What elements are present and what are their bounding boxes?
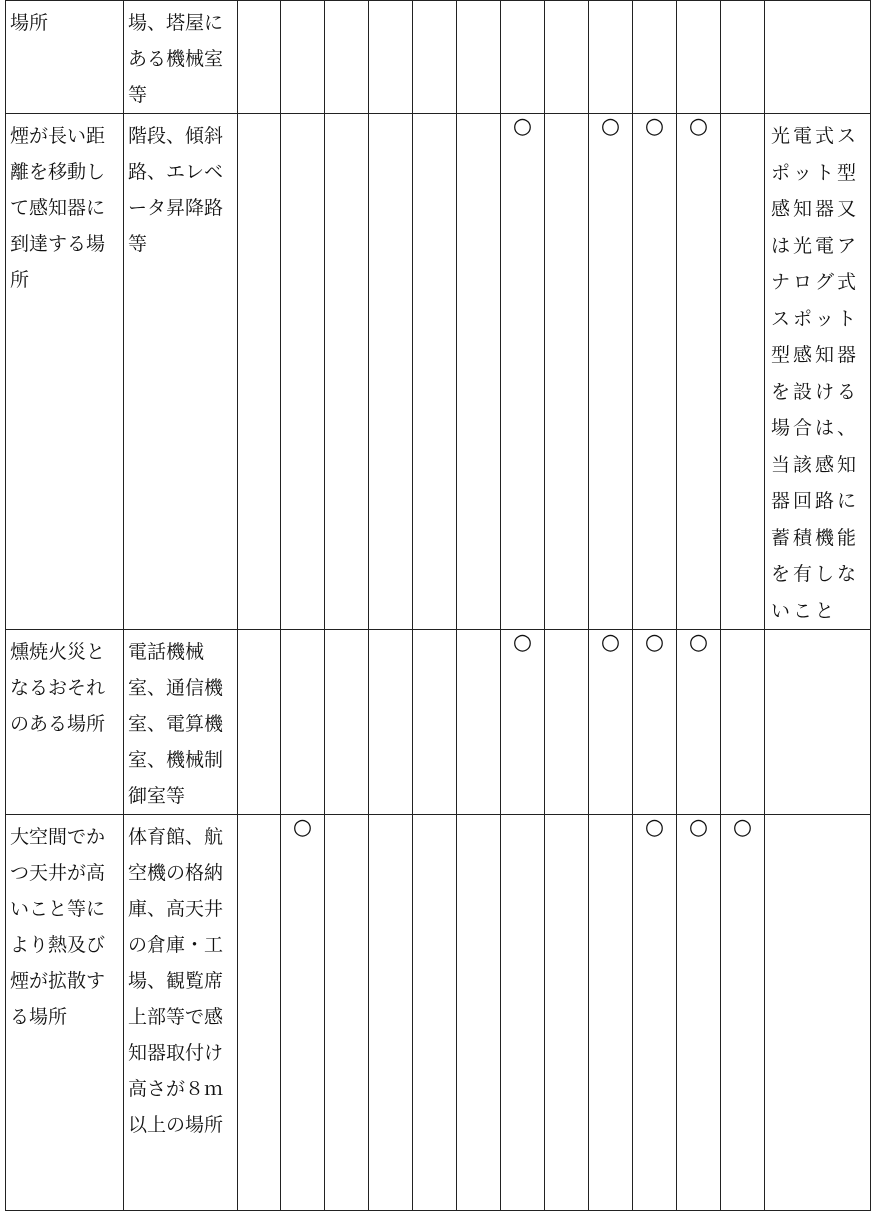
mark-cell: ○: [677, 630, 721, 815]
mark-cell: [281, 630, 325, 815]
mark-cell: [413, 114, 457, 630]
mark-cell: ○: [721, 815, 765, 1211]
mark-cell: [325, 1, 369, 114]
table-body: [6, 1, 871, 1211]
mark-cell: [457, 815, 501, 1211]
mark-cell: [589, 1, 633, 114]
mark-cell: ○: [501, 630, 545, 815]
mark-cell: ○: [633, 630, 677, 815]
mark-cell: [325, 815, 369, 1211]
remark-cell: [765, 1, 871, 114]
mark-cell: [369, 1, 413, 114]
mark-cell: [545, 630, 589, 815]
mark-cell: [545, 114, 589, 630]
mark-cell: [457, 630, 501, 815]
mark-cell: [413, 630, 457, 815]
place-cell: 煙が長い距離を移動して感知器に到達する場所: [6, 114, 124, 630]
mark-cell: [677, 1, 721, 114]
mark-cell: ○: [281, 815, 325, 1211]
mark-cell: [369, 630, 413, 815]
mark-cell: [545, 1, 589, 114]
mark-cell: [589, 815, 633, 1211]
mark-cell: [281, 1, 325, 114]
mark-cell: [721, 1, 765, 114]
remark-cell: 光電式スポット型感知器又は光電アナログ式スポット型感知器を設ける場合は、当該感知器回路に蓄積機能を有しないこと: [765, 114, 871, 630]
example-cell: 体育館、航空機の格納庫、高天井の倉庫・工場、観覧席上部等で感知器取付け高さが８ｍ以上の場所: [124, 815, 238, 1211]
remark-cell: [765, 815, 871, 1211]
mark-cell: [281, 114, 325, 630]
mark-cell: ○: [589, 630, 633, 815]
mark-cell: [457, 114, 501, 630]
place-cell: 燻焼火災となるおそれのある場所: [6, 630, 124, 815]
mark-cell: ○: [633, 114, 677, 630]
mark-cell: [238, 815, 281, 1211]
mark-cell: ○: [677, 815, 721, 1211]
mark-cell: [325, 630, 369, 815]
mark-cell: [413, 815, 457, 1211]
mark-cell: [545, 815, 589, 1211]
example-cell: 階段、傾斜路、エレベータ昇降路等: [124, 114, 238, 630]
table-row: [6, 1, 871, 114]
table-row: [6, 630, 871, 815]
example-cell: 場、塔屋にある機械室等: [124, 1, 238, 114]
table-row: [6, 114, 871, 630]
mark-cell: [325, 114, 369, 630]
mark-cell: ○: [501, 114, 545, 630]
mark-cell: [721, 114, 765, 630]
mark-cell: ○: [677, 114, 721, 630]
mark-cell: [238, 1, 281, 114]
mark-cell: [457, 1, 501, 114]
mark-cell: [721, 630, 765, 815]
detector-table: [5, 0, 871, 1211]
mark-cell: [369, 815, 413, 1211]
mark-cell: [238, 114, 281, 630]
place-cell: 場所: [6, 1, 124, 114]
place-cell: 大空間でかつ天井が高いこと等により熱及び煙が拡散する場所: [6, 815, 124, 1211]
mark-cell: ○: [589, 114, 633, 630]
mark-cell: [369, 114, 413, 630]
mark-cell: [501, 1, 545, 114]
table-row: [6, 815, 871, 1211]
mark-cell: [501, 815, 545, 1211]
mark-cell: [238, 630, 281, 815]
remark-cell: [765, 630, 871, 815]
mark-cell: [413, 1, 457, 114]
mark-cell: [633, 1, 677, 114]
mark-cell: ○: [633, 815, 677, 1211]
example-cell: 電話機械室、通信機室、電算機室、機械制御室等: [124, 630, 238, 815]
